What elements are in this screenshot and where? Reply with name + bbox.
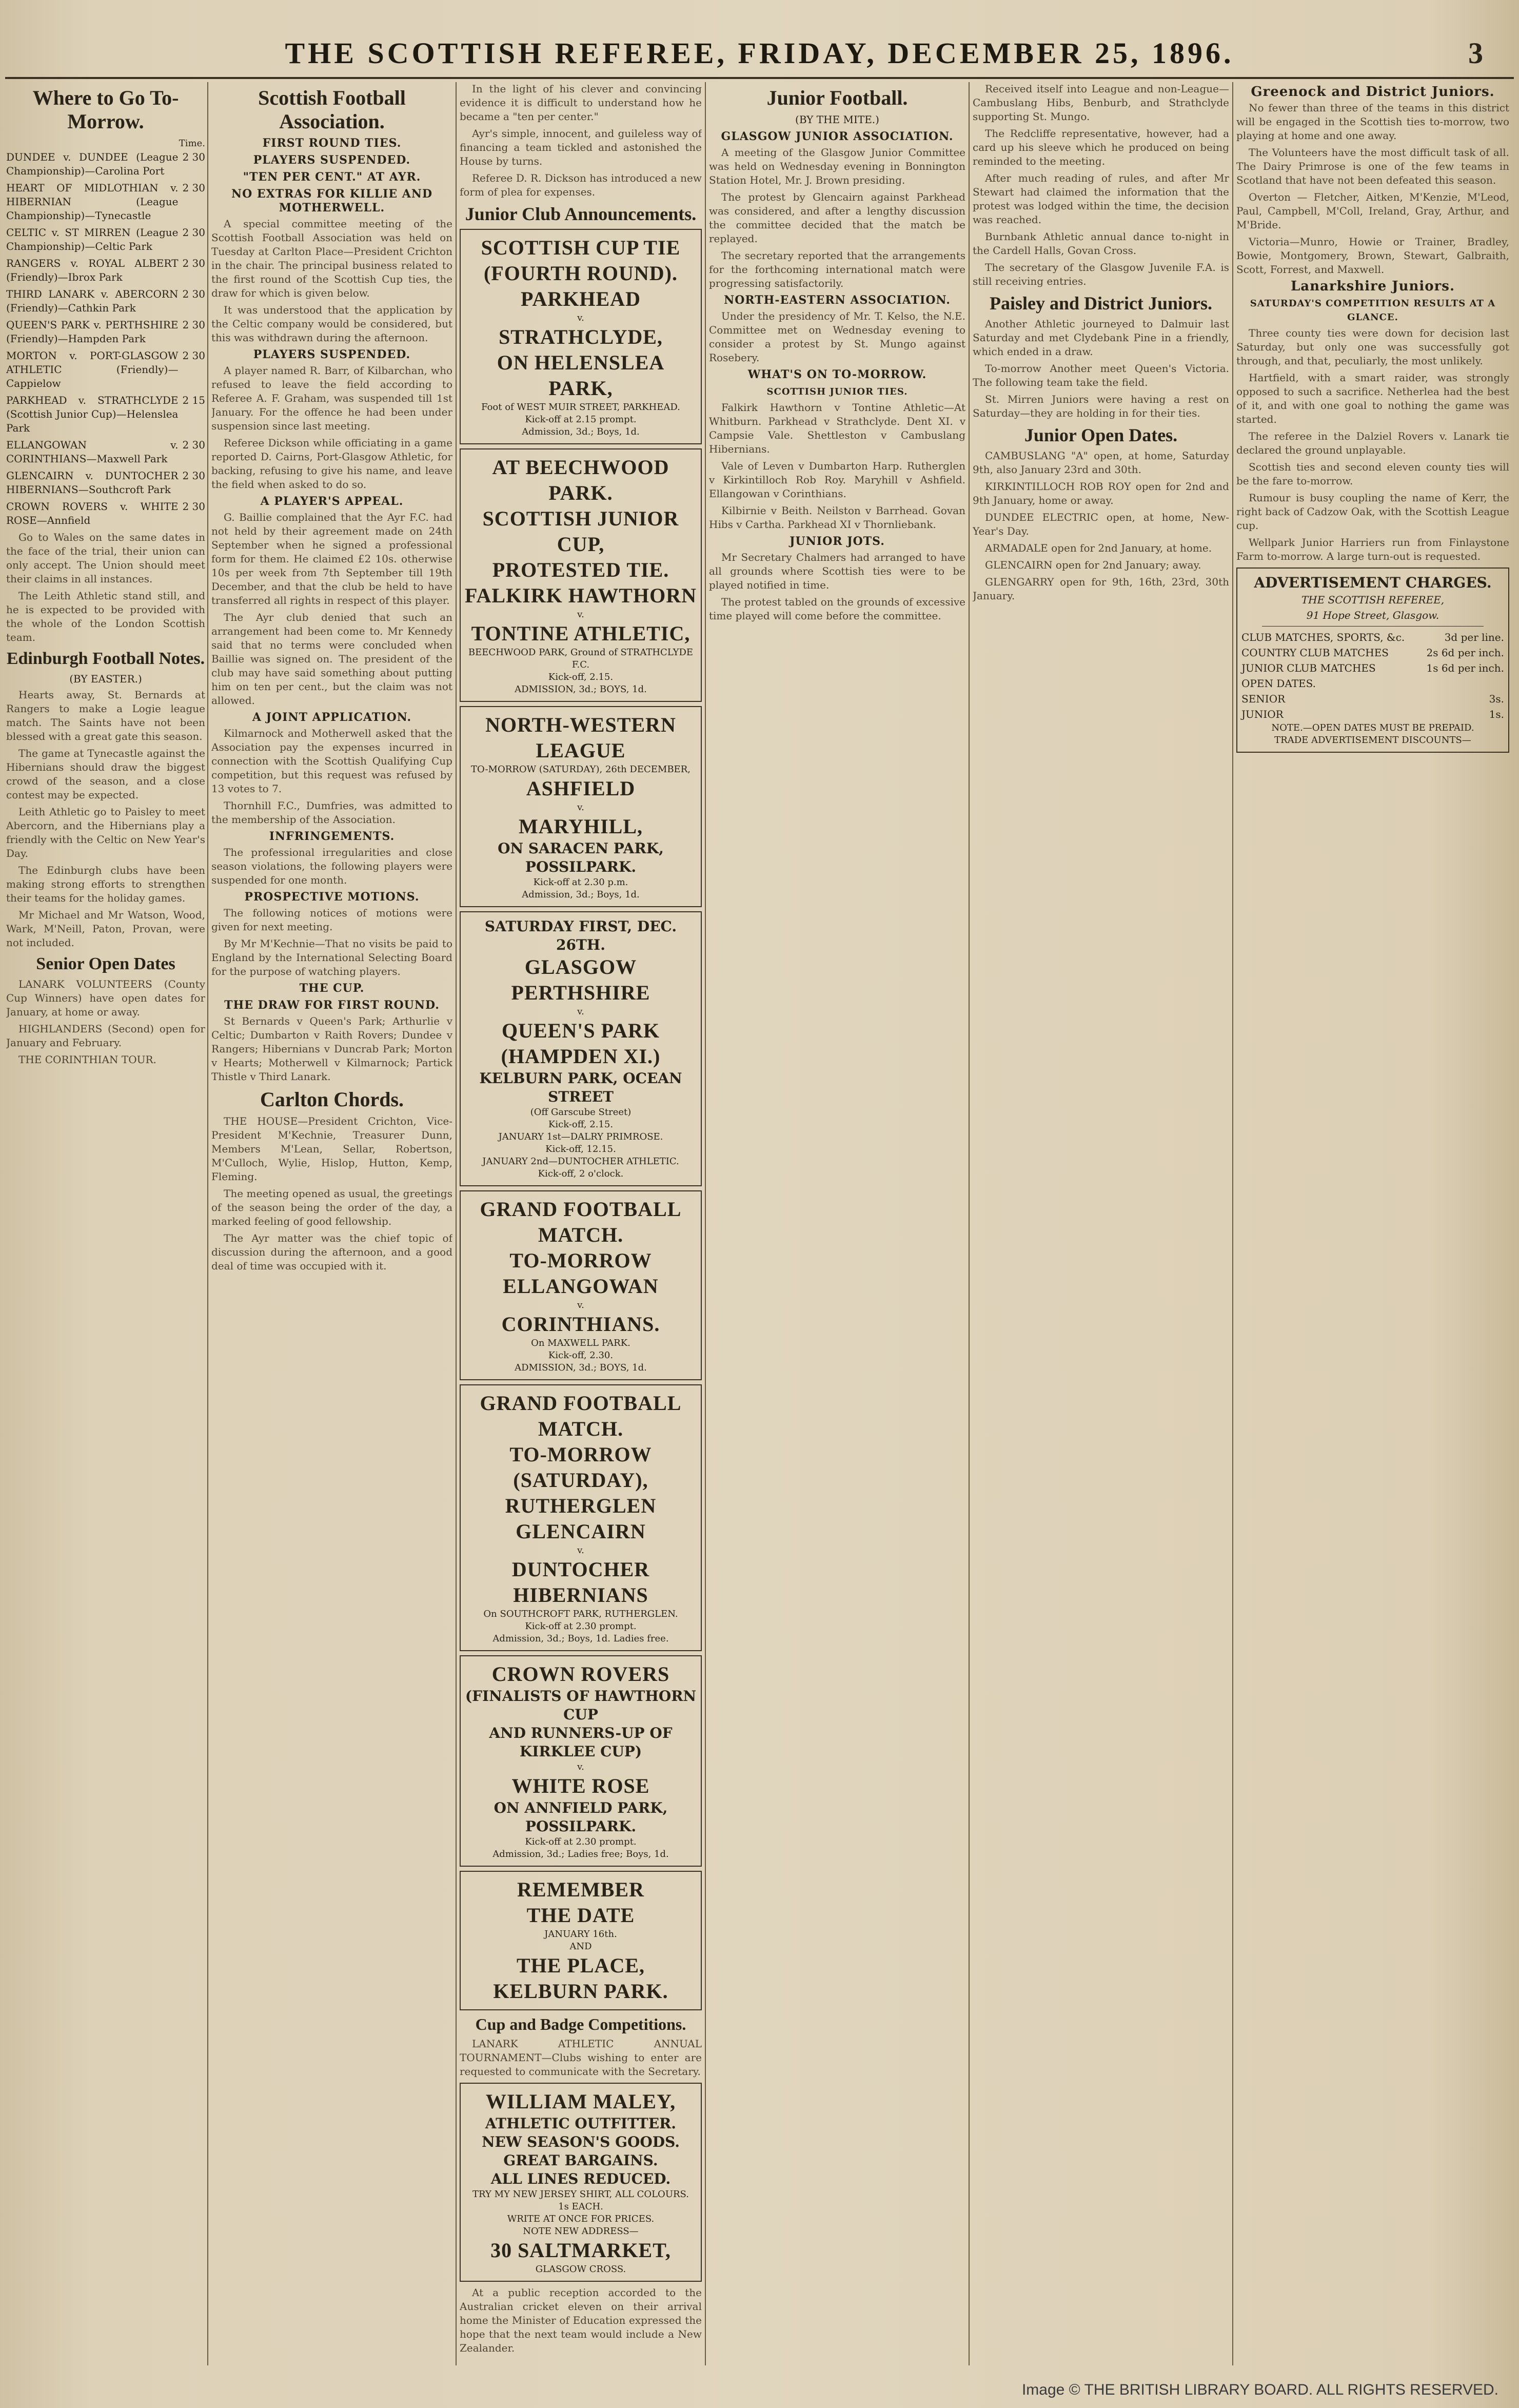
sfa-sub: A PLAYER'S APPEAL. bbox=[260, 495, 404, 508]
fixture-text: GLENCAIRN v. DUNTOCHER HIBERNIANS—Southcroft Park bbox=[6, 469, 179, 496]
column-6 bbox=[1236, 82, 1509, 2365]
advert-line: JANUARY 2nd—DUNTOCHER ATHLETIC. bbox=[482, 1156, 679, 1167]
advert-line: ASHFIELD bbox=[526, 777, 636, 800]
club-advert bbox=[460, 1384, 702, 1651]
body-text: The Ayr club denied that such an arrangement had been come to. Mr Kennedy said that no terms were concluded when Baillie was signed on. The president of the club may have said something about putting him on ten per cent., but the claim was not allowed. bbox=[211, 611, 452, 707]
advert-line: Admission, 3d.; Boys, 1d. bbox=[522, 889, 640, 900]
maley-line: GLASGOW CROSS. bbox=[535, 2264, 626, 2275]
rate-price: 1s 6d per inch. bbox=[1426, 662, 1504, 674]
sfa-sub: THE CUP. bbox=[299, 982, 365, 995]
advert-line: STRATHCLYDE, bbox=[499, 325, 663, 348]
body-text: Ayr's simple, innocent, and guileless way of financing a team tickled and astonished the House by turns. bbox=[460, 127, 702, 167]
fixture-text: HEART OF MIDLOTHIAN v. HIBERNIAN (League Championship)—Tynecastle bbox=[6, 182, 179, 222]
rate-label: SENIOR bbox=[1241, 693, 1286, 705]
adv-note: NOTE.—OPEN DATES MUST BE PREPAID. bbox=[1271, 722, 1474, 733]
section-sub: WHAT'S ON TO-MORROW. bbox=[747, 368, 927, 381]
lanarkshire-heading: Lanarkshire Juniors. bbox=[1290, 279, 1455, 294]
rate-row bbox=[1241, 691, 1504, 707]
advert-line: AT BEECHWOOD PARK. bbox=[492, 456, 669, 504]
advert-line: AND bbox=[569, 1941, 592, 1952]
rate-label: JUNIOR CLUB MATCHES bbox=[1241, 662, 1376, 674]
fixture-time: 2 30 bbox=[182, 151, 205, 163]
where-to-go-heading: Where to Go To-Morrow. bbox=[32, 86, 179, 133]
maley-line: GREAT BARGAINS. bbox=[503, 2152, 658, 2169]
adv-sub: THE SCOTTISH REFEREE, bbox=[1301, 594, 1445, 606]
advert-line: ON ANNFIELD PARK, POSSILPARK. bbox=[494, 1799, 668, 1835]
body-text: No fewer than three of the teams in this district will be engaged in the Scottish ties to-morrow, two playing at home and one away. bbox=[1236, 102, 1509, 142]
lanarkshire-sub: SATURDAY'S COMPETITION RESULTS AT A GLANCE. bbox=[1250, 298, 1496, 323]
fixture-item bbox=[6, 438, 205, 466]
junior-football-byline: (BY THE MITE.) bbox=[795, 113, 879, 126]
advert-line: v. bbox=[577, 1300, 584, 1310]
carlton-heading: Carlton Chords. bbox=[260, 1088, 404, 1111]
body-text: Go to Wales on the same dates in the face of the trial, their union can only accept. The Union should meet their claims in all instances. bbox=[6, 531, 205, 585]
rate-row bbox=[1241, 645, 1504, 660]
sfa-sub: INFRINGEMENTS. bbox=[269, 830, 395, 843]
advert-line: Foot of WEST MUIR STREET, PARKHEAD. bbox=[481, 402, 680, 413]
advert-line: Admission, 3d.; Boys, 1d. Ladies free. bbox=[492, 1633, 669, 1644]
body-text: The Volunteers have the most difficult task of all. The Dairy Primrose is one of the few teams in Scotland that have not been defeated this season. bbox=[1236, 146, 1509, 186]
body-text: G. Baillie complained that the Ayr F.C. had not held by their agreement made on 24th September when he signed a professional form for them. He claimed £2 10s. otherwise 10s per week from 7th September till 19th December, and that the club be held to have transferred all rights in respect of this player. bbox=[211, 511, 452, 606]
page-number: 3 bbox=[1468, 36, 1483, 70]
advert-line: CORINTHIANS. bbox=[501, 1313, 660, 1336]
fixture-time: 2 30 bbox=[182, 257, 205, 269]
advert-line: Admission, 3d.; Boys, 1d. bbox=[522, 426, 640, 437]
fixture-item bbox=[6, 287, 205, 315]
fixture-item bbox=[6, 257, 205, 284]
advert-line: v. bbox=[577, 609, 584, 620]
junior-club-heading: Junior Club Announcements. bbox=[465, 204, 697, 224]
senior-open-dates-heading: Senior Open Dates bbox=[36, 954, 175, 973]
body-text: The game at Tynecastle against the Hibernians should draw the biggest crowd of the season, and a close contest may be expected. bbox=[6, 747, 205, 801]
advert-line: v. bbox=[577, 312, 584, 323]
rate-label: CLUB MATCHES, SPORTS, &c. bbox=[1241, 631, 1405, 643]
advert-line: v. bbox=[577, 1761, 584, 1772]
club-advert bbox=[460, 1655, 702, 1867]
sfa-sub: PROSPECTIVE MOTIONS. bbox=[244, 890, 420, 904]
masthead bbox=[0, 36, 1519, 77]
fixture-item bbox=[6, 349, 205, 390]
advert-line: DUNTOCHER HIBERNIANS bbox=[511, 1558, 650, 1607]
body-text: Hartfield, with a smart raider, was strongly opposed to such a sacrifice. Netherlea had the best of it, and with one goal to nothing the game was started. bbox=[1236, 371, 1509, 425]
club-advert bbox=[460, 706, 702, 907]
junior-open-dates-heading: Junior Open Dates. bbox=[1024, 425, 1178, 445]
club-advert bbox=[460, 1871, 702, 2010]
advert-line: ELLANGOWAN bbox=[503, 1275, 659, 1298]
advert-line: THE DATE bbox=[526, 1904, 635, 1927]
body-text: THE HOUSE—President Crichton, Vice-President M'Kechnie, Treasurer Dunn, Members M'Lean, Sellar, Robertson, M'Culloch, Wylie, Hislop, Hutton, Kemp, Fleming. bbox=[211, 1115, 452, 1183]
column-rule bbox=[207, 82, 208, 2365]
body-text: A special committee meeting of the Scottish Football Association was held on Tuesday at Carlton Place—President Crichton in the chair. The principal business related to the first round of the Scottish Cup ties, the draw for which is given below. bbox=[211, 218, 452, 299]
advert-line: GLASGOW PERTHSHIRE bbox=[511, 955, 650, 1004]
advert-line: Kick-off at 2.30 p.m. bbox=[533, 877, 628, 888]
body-text: The Leith Athletic stand still, and he is expected to be provided with the whole of the London Scottish team. bbox=[6, 590, 205, 643]
fixture-text: DUNDEE v. DUNDEE (League Championship)—Carolina Port bbox=[6, 151, 179, 177]
fixture-time: 2 30 bbox=[182, 500, 205, 513]
rate-row bbox=[1241, 660, 1504, 676]
advertisement-charges bbox=[1236, 567, 1509, 753]
body-text: The meeting opened as usual, the greetings of the season being the order of the day, a marked feeling of good fellowship. bbox=[211, 1187, 452, 1227]
fixture-item bbox=[6, 226, 205, 253]
rates-list bbox=[1241, 630, 1504, 722]
fixture-text: QUEEN'S PARK v. PERTHSHIRE (Friendly)—Hampden Park bbox=[6, 319, 179, 345]
fixture-text: CROWN ROVERS v. WHITE ROSE—Annfield bbox=[6, 500, 179, 526]
fixture-item bbox=[6, 150, 205, 178]
adv-address: 91 Hope Street, Glasgow. bbox=[1306, 609, 1439, 621]
fixture-item bbox=[6, 181, 205, 223]
fixture-time: 2 30 bbox=[182, 182, 205, 194]
advert-line: CROWN ROVERS bbox=[491, 1662, 670, 1686]
body-text: The secretary reported that the arrangements for the forthcoming international match were progressing satisfactorily. bbox=[709, 249, 965, 289]
body-text: The Redcliffe representative, however, had a card up his sleeve which he produced on being reminded to the meeting. bbox=[973, 127, 1229, 167]
advert-line: TO-MORROW bbox=[509, 1249, 652, 1272]
section-sub: SCOTTISH JUNIOR TIES. bbox=[766, 386, 908, 397]
body-text: Referee Dickson while officiating in a game reported D. Cairns, Port-Glasgow Athletic, for backing, refusing to give his name, and leave the field when asked to do so. bbox=[211, 437, 452, 491]
advert-line: FALKIRK HAWTHORN bbox=[465, 584, 697, 607]
maley-line: WILLIAM MALEY, bbox=[485, 2090, 676, 2113]
fixture-text: CELTIC v. ST MIRREN (League Championship)—Celtic Park bbox=[6, 226, 179, 252]
maley-line: NEW SEASON'S GOODS. bbox=[481, 2133, 680, 2150]
body-text: The protest tabled on the grounds of excessive time played will come before the committee. bbox=[709, 596, 965, 622]
fixture-list bbox=[6, 150, 205, 527]
fixture-item bbox=[6, 318, 205, 346]
body-text: LANARK VOLUNTEERS (County Cup Winners) have open dates for January, at home or away. bbox=[6, 978, 205, 1018]
body-text: Thornhill F.C., Dumfries, was admitted to the membership of the Association. bbox=[211, 799, 452, 826]
advert-line: REMEMBER bbox=[517, 1878, 644, 1901]
image-credit: Image © THE BRITISH LIBRARY BOARD. ALL RIGHTS RESERVED. bbox=[1021, 2381, 1498, 2398]
rate-price: 3s. bbox=[1489, 693, 1504, 705]
body-text: Burnbank Athletic annual dance to-night in the Cardell Halls, Govan Cross. bbox=[973, 230, 1229, 257]
advert-line: Kick-off, 2.15. bbox=[548, 1119, 614, 1130]
rate-label: OPEN DATES. bbox=[1241, 677, 1316, 690]
advert-line: TONTINE ATHLETIC, bbox=[471, 622, 691, 645]
body-text: The protest by Glencairn against Parkhead was considered, and after a lengthy discussion the committee decided that the match be replayed. bbox=[709, 191, 965, 245]
maley-line: ATHLETIC OUTFITTER. bbox=[485, 2115, 677, 2132]
advert-line: KELBURN PARK. bbox=[493, 1980, 668, 2003]
body-text: Victoria—Munro, Howie or Trainer, Bradley, Bowie, Montgomery, Brown, Stewart, Galbraith, Scott, Forrest, and Maxwell. bbox=[1236, 236, 1509, 276]
paisley-heading: Paisley and District Juniors. bbox=[989, 293, 1212, 314]
body-text: The Edinburgh clubs have been making strong efforts to strengthen their teams for the holiday games. bbox=[6, 864, 205, 904]
advert-line: PROTESTED TIE. bbox=[492, 558, 669, 581]
maley-line: TRY MY NEW JERSEY SHIRT, ALL COLOURS. bbox=[472, 2189, 689, 2200]
maley-line: NOTE NEW ADDRESS— bbox=[523, 2226, 639, 2237]
club-advert bbox=[460, 448, 702, 702]
advert-line: QUEEN'S PARK bbox=[502, 1019, 660, 1042]
advert-line: NORTH-WESTERN LEAGUE bbox=[485, 713, 676, 762]
body-text: Hearts away, St. Bernards at Rangers to make a Logie league match. The Saints have not been blessed with a great gate this season. bbox=[6, 689, 205, 742]
body-text: In the light of his clever and convincing evidence it is difficult to understand how he became a "ten per center." bbox=[460, 83, 702, 123]
junior-football-heading: Junior Football. bbox=[766, 86, 908, 109]
sfa-sub: PLAYERS SUSPENDED. bbox=[253, 348, 411, 361]
fixture-text: RANGERS v. ROYAL ALBERT (Friendly)—Ibrox Park bbox=[6, 257, 179, 283]
body-text: Wellpark Junior Harriers run from Finlaystone Farm to-morrow. A large turn-out is requested. bbox=[1236, 536, 1509, 562]
fixture-item bbox=[6, 500, 205, 527]
fixture-text: THIRD LANARK v. ABERCORN (Friendly)—Cathkin Park bbox=[6, 288, 179, 314]
column-3 bbox=[460, 82, 702, 2365]
advert-line: On MAXWELL PARK. bbox=[531, 1338, 630, 1348]
advert-line: Kick-off at 2.30 prompt. bbox=[525, 1621, 637, 1632]
advert-line: Kick-off at 2.15 prompt. bbox=[525, 414, 637, 425]
advert-line: PARKHEAD bbox=[521, 287, 641, 310]
body-text: The Ayr matter was the chief topic of discussion during the afternoon, and a good deal of time was occupied with it. bbox=[211, 1232, 452, 1272]
fixture-item bbox=[6, 394, 205, 435]
advert-line: Kick-off, 2 o'clock. bbox=[538, 1168, 624, 1179]
rate-row bbox=[1241, 676, 1504, 691]
body-text: Referee D. R. Dickson has introduced a new form of plea for expenses. bbox=[460, 172, 702, 198]
advert-line: KELBURN PARK, OCEAN STREET bbox=[479, 1070, 682, 1105]
body-text: A meeting of the Glasgow Junior Committee was held on Wednesday evening in Bonnington Station Hotel, Mr. J. Brown presiding. bbox=[709, 146, 965, 186]
fixture-time: 2 30 bbox=[182, 439, 205, 451]
column-2 bbox=[211, 82, 452, 2365]
advert-line: Kick-off, 2.15. bbox=[548, 672, 614, 682]
section-sub: JUNIOR JOTS. bbox=[790, 535, 885, 548]
body-text: Received itself into League and non-League—Cambuslang Hibs, Benburb, and Strathclyde supporting St. Mungo. bbox=[973, 83, 1229, 123]
body-text: Kilbirnie v Beith. Neilston v Barrhead. Govan Hibs v Cartha. Parkhead XI v Thornliebank. bbox=[709, 504, 965, 531]
ads-container bbox=[460, 229, 702, 2010]
fixture-time: 2 30 bbox=[182, 349, 205, 362]
body-text: Falkirk Hawthorn v Tontine Athletic—At Whitburn. Parkhead v Strathclyde. Dent XI. v Campsie Vale. Shettleston v Cambuslang Hibernians. bbox=[709, 401, 965, 455]
body-text: Scottish ties and second eleven county ties will be the fare to-morrow. bbox=[1236, 461, 1509, 487]
body-text: The secretary of the Glasgow Juvenile F.A. is still receiving entries. bbox=[973, 261, 1229, 287]
body-text: GLENCAIRN open for 2nd January; away. bbox=[985, 559, 1201, 571]
advert-line: ON SARACEN PARK, POSSILPARK. bbox=[498, 840, 664, 875]
body-text: Leith Athletic go to Paisley to meet Abercorn, and the Hibernians play a friendly with the Celtic on New Year's Day. bbox=[6, 806, 205, 859]
sfa-sub: FIRST ROUND TIES. bbox=[262, 136, 402, 150]
trade-note: TRADE ADVERTISEMENT DISCOUNTS— bbox=[1274, 735, 1471, 746]
body-text: Under the presidency of Mr. T. Kelso, the N.E. Committee met on Wednesday evening to consider a protest by St. Mungo against Rosebery. bbox=[709, 310, 965, 364]
advert-line: ADMISSION, 3d.; BOYS, 1d. bbox=[515, 1362, 647, 1373]
cup-badge-heading: Cup and Badge Competitions. bbox=[475, 2015, 686, 2033]
body-text: GLENGARRY open for 9th, 16th, 23rd, 30th January. bbox=[973, 576, 1229, 602]
sfa-sub: PLAYERS SUSPENDED. bbox=[253, 153, 411, 167]
body-text: Mr Michael and Mr Watson, Wood, Wark, M'Neill, Paton, Provan, were not included. bbox=[6, 909, 205, 949]
time-label: Time. bbox=[179, 138, 205, 149]
adv-heading: ADVERTISEMENT CHARGES. bbox=[1254, 574, 1492, 591]
advert-line: v. bbox=[577, 802, 584, 813]
body-text: The professional irregularities and close season violations, the following players were suspended for one month. bbox=[211, 846, 452, 886]
body-text: LANARK ATHLETIC ANNUAL TOURNAMENT—Clubs wishing to enter are requested to communicate with the Secretary. bbox=[460, 2038, 702, 2078]
club-advert bbox=[460, 1190, 702, 1380]
column-rule bbox=[456, 82, 457, 2365]
section-sub: GLASGOW JUNIOR ASSOCIATION. bbox=[721, 130, 954, 143]
column-rule bbox=[1232, 82, 1233, 2365]
sfa-sub: A JOINT APPLICATION. bbox=[252, 711, 412, 724]
body-text: St. Mirren Juniors were having a rest on Saturday—they are holding in for their ties. bbox=[973, 393, 1229, 419]
body-text: Three county ties were down for decision last Saturday, but only one was successfully got through, and that, peculiarly, the most unlikely. bbox=[1236, 327, 1509, 367]
maley-line: ALL LINES REDUCED. bbox=[490, 2170, 671, 2187]
advert-line: Kick-off, 12.15. bbox=[545, 1144, 616, 1154]
body-text: Mr Secretary Chalmers had arranged to have all grounds where Scottish ties were to be played notified in time. bbox=[709, 551, 965, 591]
advert-line: v. bbox=[577, 1545, 584, 1556]
advert-line: v. bbox=[577, 1006, 584, 1017]
advert-line: TO-MORROW (SATURDAY), 26th DECEMBER, bbox=[471, 764, 691, 775]
rate-row bbox=[1241, 707, 1504, 722]
advert-line: THE PLACE, bbox=[516, 1954, 645, 1977]
advert-line: Kick-off, 2.30. bbox=[548, 1350, 614, 1361]
advert-line: (FINALISTS OF HAWTHORN CUP bbox=[465, 1688, 697, 1723]
fixture-time: 2 30 bbox=[182, 319, 205, 331]
rate-label: JUNIOR bbox=[1241, 708, 1284, 720]
body-text: It was understood that the application by the Celtic company would be considered, but this was withdrawn during the afternoon. bbox=[211, 304, 452, 344]
body-text: Another Athletic journeyed to Dalmuir last Saturday and met Clydebank Pine in a friendly, which ended in a draw. bbox=[973, 318, 1229, 358]
rate-label: COUNTRY CLUB MATCHES bbox=[1241, 647, 1389, 659]
body-text: Overton — Fletcher, Aitken, M'Kenzie, M'Leod, Paul, Campbell, M'Coll, Ireland, Gray, Arthur, and M'Bride. bbox=[1236, 191, 1509, 231]
body-text: KIRKINTILLOCH ROB ROY open for 2nd and 9th January, home or away. bbox=[973, 480, 1229, 506]
body-text: By Mr M'Kechnie—That no visits be paid to England by the International Selecting Board for the purpose of watching players. bbox=[211, 937, 452, 977]
body-text: St Bernards v Queen's Park; Arthurlie v Celtic; Dumbarton v Raith Rovers; Dundee v Rangers; Hibernians v Duncrab Park; Morton v Hearts; Motherwell v Kilmarnock; Partick Thistle v Third Lanark. bbox=[211, 1015, 452, 1083]
body-text: CAMBUSLANG "A" open, at home, Saturday 9th, also January 23rd and 30th. bbox=[973, 449, 1229, 476]
club-advert bbox=[460, 229, 702, 444]
advert-line: TO-MORROW (SATURDAY), bbox=[509, 1443, 652, 1492]
body-text: After much reading of rules, and after Mr Stewart had claimed the information that the protest was lodged within the time, the decision was reached. bbox=[973, 172, 1229, 226]
sfa-sub: "TEN PER CENT." AT AYR. bbox=[243, 170, 421, 184]
column-rule bbox=[969, 82, 970, 2365]
fixture-time: 2 30 bbox=[182, 226, 205, 239]
column-1 bbox=[6, 82, 205, 2365]
advert-line: GRAND FOOTBALL MATCH. bbox=[480, 1392, 682, 1440]
maley-advert bbox=[460, 2083, 702, 2282]
sfa-sub: NO EXTRAS FOR KILLIE AND MOTHERWELL. bbox=[231, 187, 433, 214]
body-text: THE CORINTHIAN TOUR. bbox=[18, 1053, 156, 1066]
sfa-heading: Scottish Football Association. bbox=[258, 86, 406, 133]
masthead-title: THE SCOTTISH REFEREE, FRIDAY, DECEMBER 25, 1896. bbox=[285, 36, 1234, 70]
maley-line: WRITE AT ONCE FOR PRICES. bbox=[507, 2214, 655, 2224]
advert-line: RUTHERGLEN GLENCAIRN bbox=[505, 1494, 657, 1543]
advert-line: ADMISSION, 3d.; BOYS, 1d. bbox=[515, 684, 647, 695]
advert-line: AND RUNNERS-UP OF KIRKLEE CUP) bbox=[489, 1725, 673, 1760]
body-text: Kilmarnock and Motherwell asked that the Association pay the expenses incurred in connection with the Scottish Qualifying Cup competition, but this request was refused by 13 votes to 7. bbox=[211, 727, 452, 795]
advert-line: MARYHILL, bbox=[518, 815, 643, 838]
body-text: ARMADALE open for 2nd January, at home. bbox=[985, 542, 1212, 554]
fixture-time: 2 30 bbox=[182, 288, 205, 300]
edinburgh-heading: Edinburgh Football Notes. bbox=[6, 649, 205, 668]
masthead-rule bbox=[5, 77, 1514, 79]
column-5 bbox=[973, 82, 1229, 2365]
club-advert bbox=[460, 911, 702, 1186]
greenock-heading: Greenock and District Juniors. bbox=[1251, 84, 1495, 100]
body-text: HIGHLANDERS (Second) open for January and February. bbox=[6, 1023, 205, 1049]
advert-line: SCOTTISH JUNIOR CUP, bbox=[482, 507, 679, 556]
rate-price: 1s. bbox=[1489, 708, 1504, 720]
body-text: Vale of Leven v Dumbarton Harp. Rutherglen v Kirkintilloch Rob Roy. Maryhill v Ashfield. Ellangowan v Corinthians. bbox=[709, 460, 965, 500]
body-text: The following notices of motions were given for next meeting. bbox=[211, 907, 452, 933]
rate-row bbox=[1241, 630, 1504, 645]
advert-line: (Off Garscube Street) bbox=[530, 1107, 632, 1118]
fixture-text: MORTON v. PORT-GLASGOW ATHLETIC (Friendly)—Cappielow bbox=[6, 349, 179, 389]
body-text: A player named R. Barr, of Kilbarchan, who refused to leave the field according to Referee A. F. Graham, was suspended till 1st January. For the offence he had been under suspension since last meeting. bbox=[211, 364, 452, 432]
body-text: DUNDEE ELECTRIC open, at home, New-Year's Day. bbox=[973, 511, 1229, 537]
maley-line: 30 SALTMARKET, bbox=[490, 2239, 671, 2262]
body-text: At a public reception accorded to the Australian cricket eleven on their arrival home the Minister of Education expressed the hope that the next team would include a New Zealander. bbox=[460, 2286, 702, 2354]
section-sub: NORTH-EASTERN ASSOCIATION. bbox=[724, 293, 951, 307]
advert-line: WHITE ROSE bbox=[511, 1774, 650, 1797]
advert-line: GRAND FOOTBALL MATCH. bbox=[480, 1198, 682, 1246]
advert-line: Admission, 3d.; Ladies free; Boys, 1d. bbox=[492, 1849, 669, 1859]
maley-line: 1s EACH. bbox=[558, 2201, 603, 2212]
column-4 bbox=[709, 82, 965, 2365]
edinburgh-byline: (BY EASTER.) bbox=[69, 673, 142, 685]
body-text: Rumour is busy coupling the name of Kerr, the right back of Cadzow Oak, with the Scottish League cup. bbox=[1236, 492, 1509, 532]
advert-line: SCOTTISH CUP TIE bbox=[481, 236, 681, 259]
advert-line: SATURDAY FIRST, DEC. 26TH. bbox=[484, 918, 677, 953]
advert-line: JANUARY 1st—DALRY PRIMROSE. bbox=[498, 1131, 663, 1142]
sfa-sub: THE DRAW FOR FIRST ROUND. bbox=[224, 999, 440, 1012]
fixture-time: 2 15 bbox=[182, 394, 205, 406]
advert-line: On SOUTHCROFT PARK, RUTHERGLEN. bbox=[483, 1609, 678, 1619]
fixture-text: ELLANGOWAN v. CORINTHIANS—Maxwell Park bbox=[6, 439, 179, 465]
fixture-time: 2 30 bbox=[182, 469, 205, 482]
rate-price: 2s 6d per inch. bbox=[1426, 647, 1504, 659]
column-rule bbox=[705, 82, 706, 2365]
advert-line: ON HELENSLEA PARK, bbox=[497, 351, 665, 400]
body-text: The referee in the Dalziel Rovers v. Lanark tie declared the ground unplayable. bbox=[1236, 430, 1509, 456]
advert-line: Kick-off at 2.30 prompt. bbox=[525, 1836, 637, 1847]
advert-line: BEECHWOOD PARK, Ground of STRATHCLYDE F.C. bbox=[468, 647, 694, 670]
advert-line: (FOURTH ROUND). bbox=[483, 262, 678, 285]
advert-line: (HAMPDEN XI.) bbox=[501, 1045, 661, 1068]
fixture-text: PARKHEAD v. STRATHCLYDE (Scottish Junior Cup)—Helenslea Park bbox=[6, 394, 179, 434]
fixture-item bbox=[6, 469, 205, 497]
rate-price: 3d per line. bbox=[1444, 631, 1504, 643]
advert-line: JANUARY 16th. bbox=[544, 1929, 617, 1940]
body-text: To-morrow Another meet Queen's Victoria. The following team take the field. bbox=[973, 362, 1229, 388]
